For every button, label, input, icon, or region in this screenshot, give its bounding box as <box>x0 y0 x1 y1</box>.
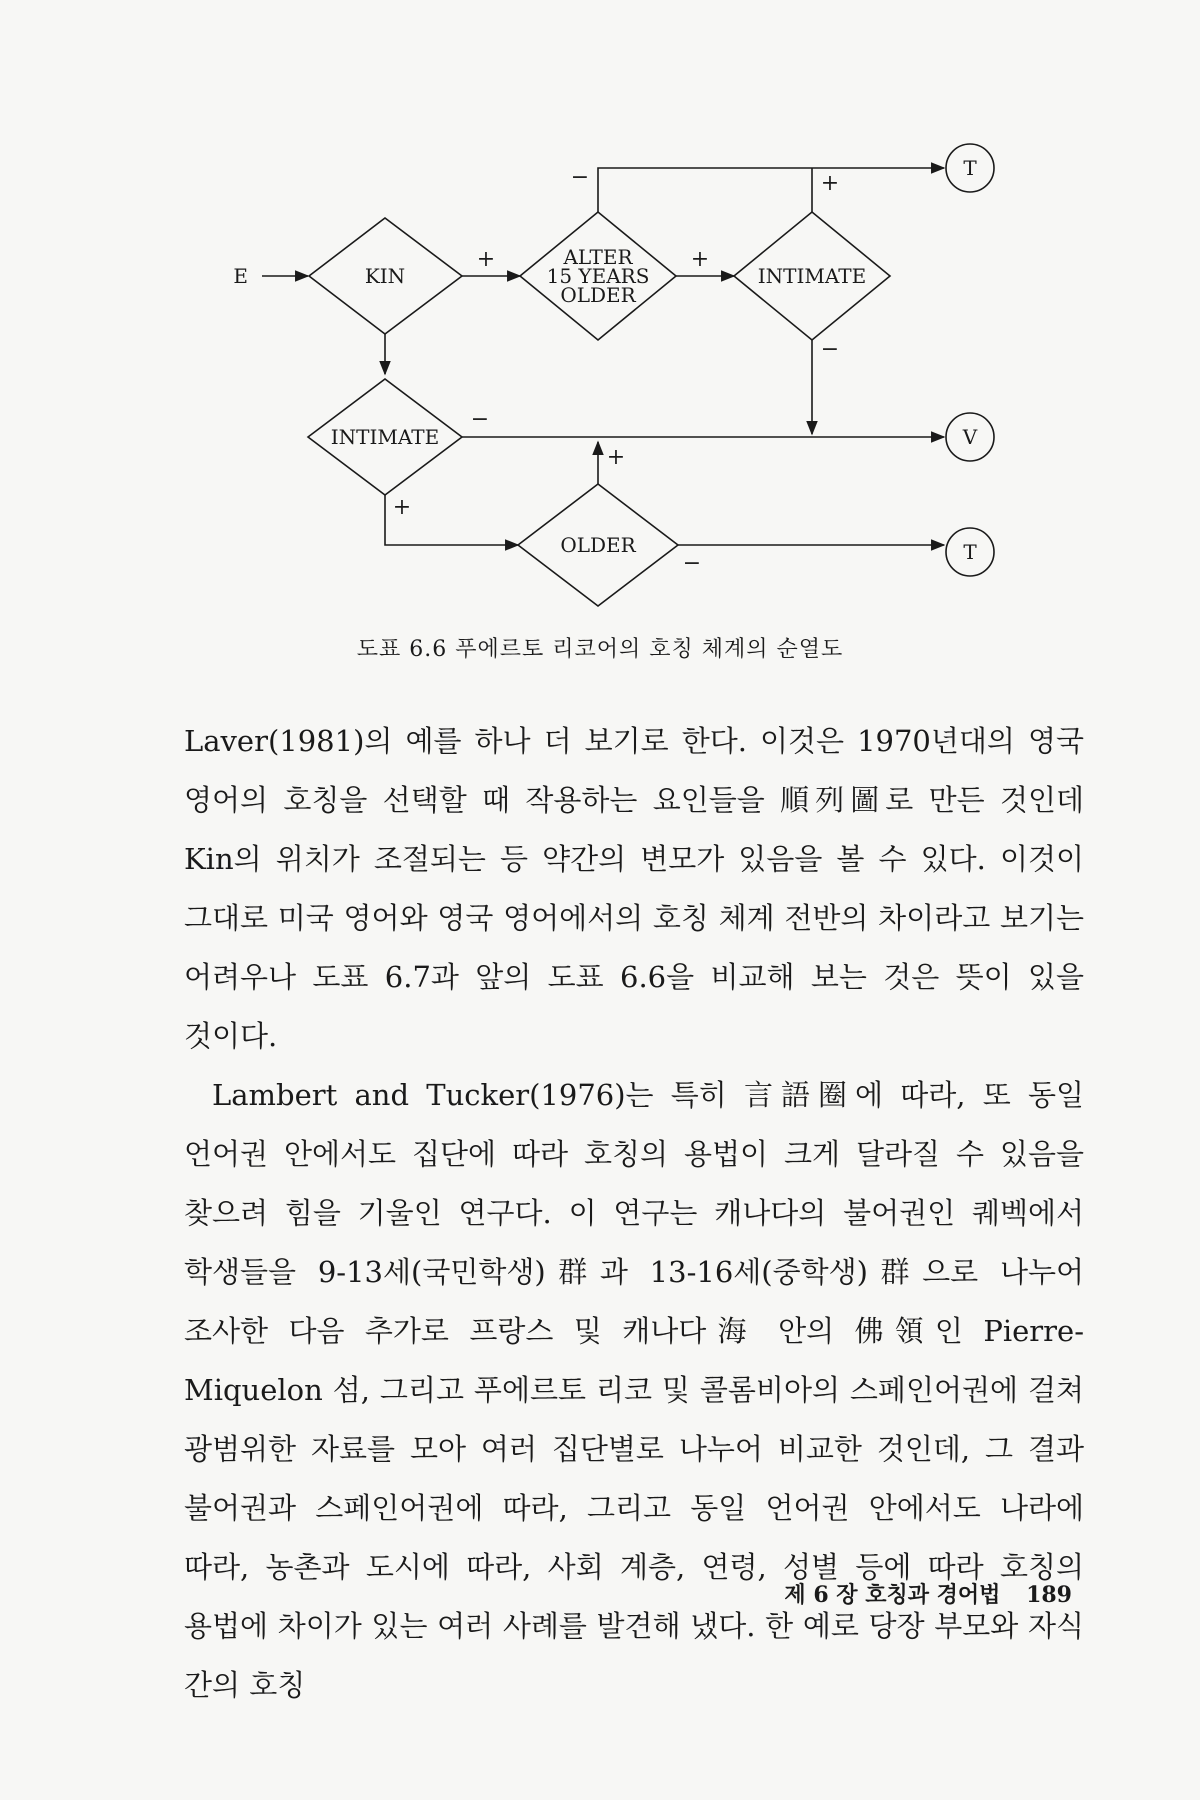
sign-older-minus: − <box>682 551 702 576</box>
sign-intimate-top-plus: + <box>820 171 840 196</box>
label-alter-1: ALTER <box>563 245 633 269</box>
label-t-bottom: T <box>963 540 977 564</box>
sign-alter-minus: − <box>570 165 590 190</box>
flowchart-diagram <box>0 0 1200 720</box>
label-intimate-bottom: INTIMATE <box>330 425 440 449</box>
label-kin: KIN <box>364 264 406 288</box>
label-alter-2: 15 YEARS <box>546 264 650 288</box>
label-t-top: T <box>963 156 977 180</box>
sign-intimate-bottom-plus: + <box>392 495 412 520</box>
paragraph-1: Laver(1981)의 예를 하나 더 보기로 한다. 이것은 1970년대의 영국 영어의 호칭을 선택할 때 작용하는 요인들을 順列圖로 만든 것인데 Kin의 위치가 조절되는 등 약간의 변모가 있음을 볼 수 있다. 이것이 그대로 미국 영어와 영국 영어에서의 호칭 체계 전반의 차이라고 보기는 어려우나 도표 6.7과 앞의 도표 6.6을 비교해 보는 것은 뜻이 있을 것이다. <box>184 724 1084 1053</box>
paragraph-2: Lambert and Tucker(1976)는 특히 言語圈에 따라, 또 동일 언어권 안에서도 집단에 따라 호칭의 용법이 크게 달라질 수 있음을 찾으려 힘을 기울인 연구다. 이 연구는 캐나다의 불어권인 퀘벡에서 학생들을 9-13세(국민학생)群과 13-16세(중학생)群으로 나누어 조사한 다음 추가로 프랑스 및 캐나다海 안의 佛領인 Pierre-Miquelon 섬, 그리고 푸에르토 리코 및 콜롬비아의 스페인어권에 걸쳐 광범위한 자료를 모아 여러 집단별로 나누어 비교한 것인데, 그 결과 불어권과 스페인어권에 따라, 그리고 동일 언어권 안에서도 나라에 따라, 농촌과 도시에 따라, 사회 계층, 연령, 성별 등에 따라 호칭의 용법에 차이가 있는 여러 사례를 발견해 냈다. 한 예로 당장 부모와 자식 간의 호칭 <box>184 1078 1084 1702</box>
sign-alter-plus: + <box>690 247 710 272</box>
chapter-title: 제 6 장 호칭과 경어법 <box>784 1582 1001 1608</box>
label-e: E <box>233 264 248 288</box>
label-intimate-top: INTIMATE <box>757 264 867 288</box>
label-older: OLDER <box>560 533 636 557</box>
edge-alter-t-top <box>598 168 944 212</box>
sign-intimate-top-minus: − <box>820 337 840 362</box>
label-v: V <box>962 425 978 449</box>
page-number: 189 <box>1026 1582 1072 1608</box>
sign-kin-plus: + <box>476 247 496 272</box>
figure-caption: 도표 6.6 푸에르토 리코어의 호칭 체계의 순열도 <box>356 637 844 662</box>
page-footer <box>766 1578 1072 1609</box>
sign-intimate-bottom-minus: − <box>470 407 490 432</box>
label-alter-3: OLDER <box>560 283 636 307</box>
body-text <box>184 712 1084 1715</box>
sign-older-plus: + <box>606 445 626 470</box>
